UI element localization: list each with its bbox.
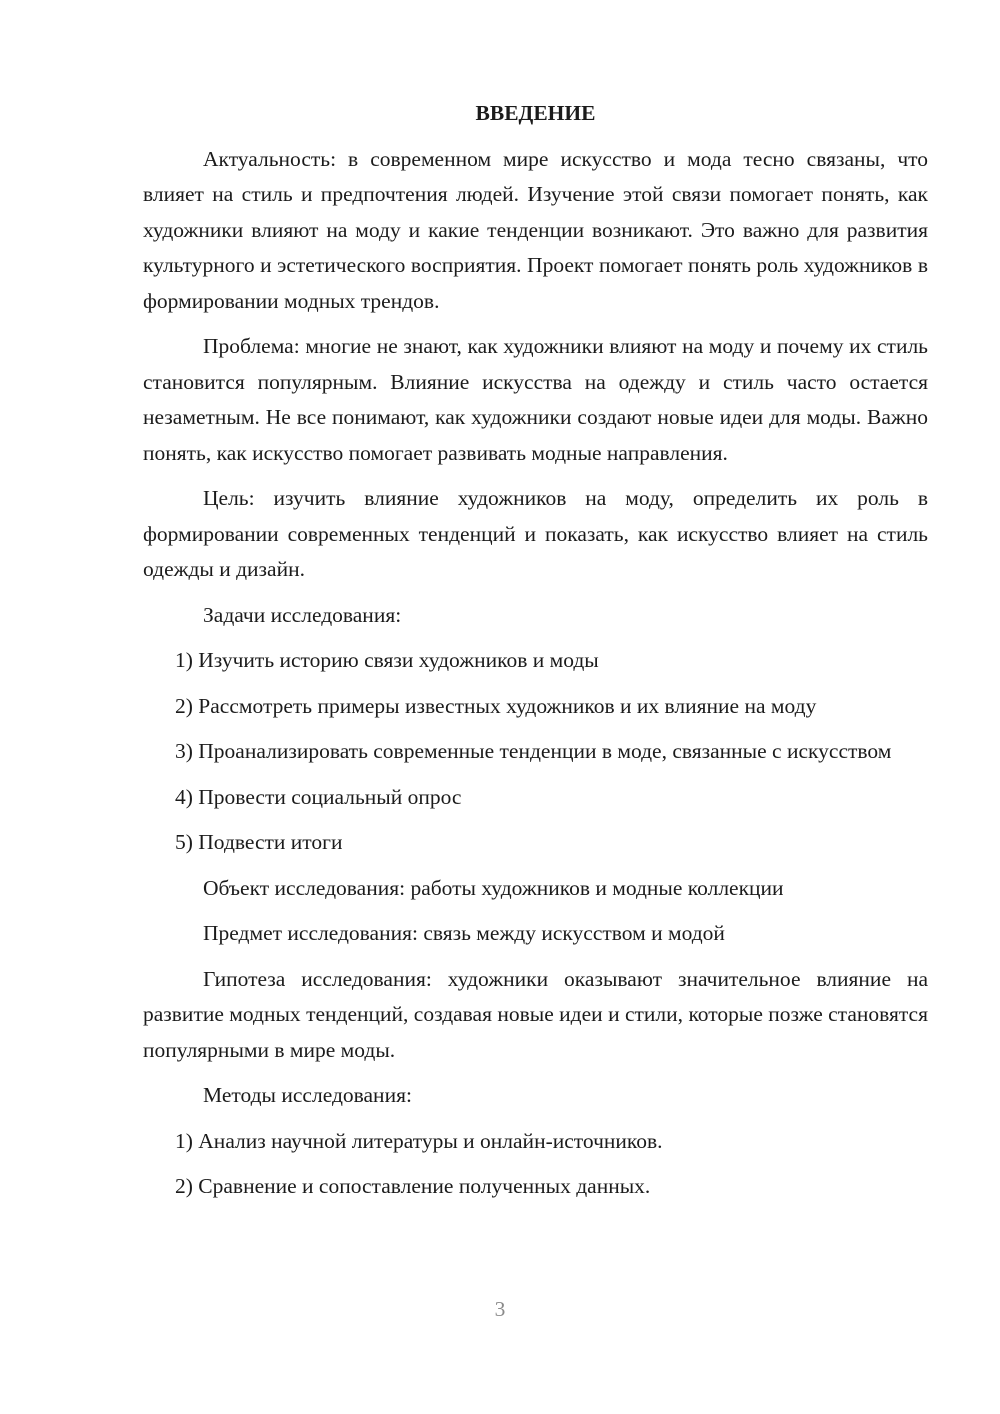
paragraph-hypothesis: Гипотеза исследования: художники оказывают значительное влияние на развитие модных тенденций, создавая новые идеи и стили, которые позже становятся популярными в мире моды.: [143, 966, 928, 1062]
paragraph-problem: Проблема: многие не знают, как художники влияют на моду и почему их стиль становится популярным. Влияние искусства на одежду и стиль часто остается незаметным. Не все понимают, как художники создают новые идеи для моды. Важно понять, как искусство помогает развивать модные направления.: [143, 334, 928, 465]
task-item: 4) Провести социальный опрос: [175, 784, 462, 809]
methods-heading: Методы исследования:: [203, 1083, 412, 1107]
research-subject: Предмет исследования: связь между искусством и модой: [203, 921, 725, 945]
section-title: ВВЕДЕНИЕ: [475, 101, 596, 125]
research-object: Объект исследования: работы художников и модные коллекции: [203, 875, 784, 900]
task-item: 2) Рассмотреть примеры известных художников и их влияние на моду: [175, 693, 817, 718]
task-item: 3) Проанализировать современные тенденции в моде, связанные с искусством: [175, 739, 892, 763]
page-number: 3: [494, 1297, 506, 1321]
document-page: [143, 96, 928, 1215]
tasks-heading: Задачи исследования:: [203, 602, 402, 627]
paragraph-relevance: Актуальность: в современном мире искусство и мода тесно связаны, что влияет на стиль и предпочтения людей. Изучение этой связи помогает понять, как художники влияют на моду и какие тенденции возникают. Это важно для развития культурного и эстетического восприятия. Проект помогает понять роль художников в формировании модных трендов.: [143, 146, 928, 313]
task-item: 1) Изучить историю связи художников и моды: [175, 648, 599, 672]
method-item: 1) Анализ научной литературы и онлайн-источников.: [175, 1128, 663, 1153]
task-item: 5) Подвести итоги: [175, 830, 343, 854]
paragraph-goal: Цель: изучить влияние художников на моду, определить их роль в формировании современных тенденций и показать, как искусство влияет на стиль одежды и дизайн.: [143, 486, 928, 581]
method-item: 2) Сравнение и сопоставление полученных данных.: [175, 1174, 651, 1198]
